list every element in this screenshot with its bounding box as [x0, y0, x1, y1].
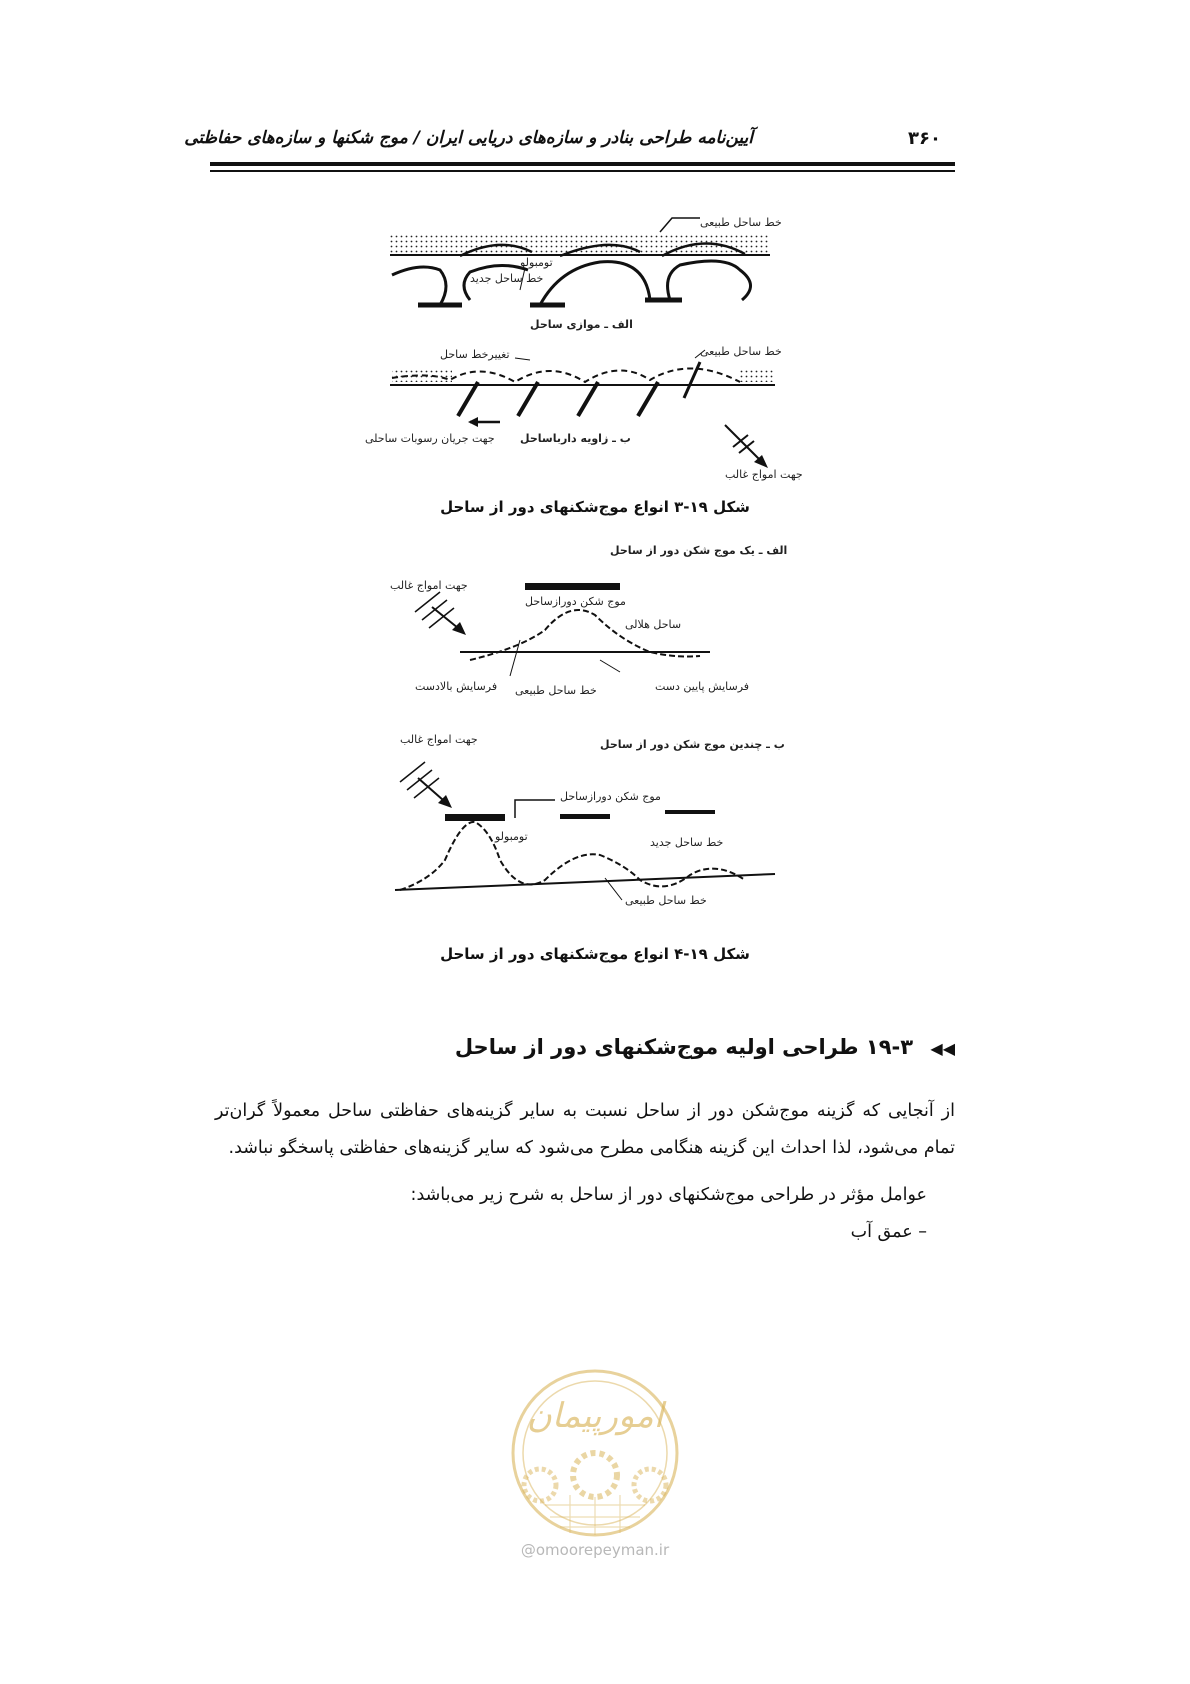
label-part-a: الف ـ موازی ساحل	[530, 318, 633, 331]
new-shoreline-curve	[400, 822, 745, 890]
figure1-caption: شکل ۱۹-۳ انواع موج‌شکنهای دور از ساحل	[440, 498, 750, 516]
running-header-title: آیین‌نامه طراحی بنادر و سازه‌های دریایی ایران / موج شکنها و سازه‌های حفاظتی	[184, 128, 753, 148]
label-dominant-waves: جهت امواج غالب	[725, 468, 803, 481]
label-shoreline-change: تغییرخط ساحل	[440, 348, 510, 361]
label-updrift-erosion: فرسایش بالادست	[415, 680, 498, 693]
label-fig2-part-b: ب ـ چندین موج شکن دور از ساحل	[600, 738, 785, 751]
watermark-logo	[490, 1365, 700, 1544]
label-dominant-waves-a: جهت امواج غالب	[390, 579, 468, 592]
gear-icon	[634, 1469, 666, 1501]
label-natural-shoreline-top: خط ساحل طبیعی	[700, 216, 782, 229]
watermark-url: @omoorepeyman.ir	[520, 1541, 670, 1559]
label-offshore-breakwater-b: موج شکن دورازساحل	[560, 790, 661, 803]
double-arrow-icon: ◀◀	[930, 1039, 955, 1058]
fig2-part-a	[390, 544, 787, 697]
page-number: ۳۶۰	[908, 128, 941, 149]
fig2-part-b	[395, 733, 785, 907]
bay-curve	[392, 267, 446, 305]
label-new-shoreline-b: خط ساحل جدید	[650, 836, 724, 849]
label-natural-shoreline-b: خط ساحل طبیعی	[625, 894, 707, 907]
sediment-arrow-icon	[468, 417, 478, 427]
gear-icon	[573, 1453, 617, 1497]
label-sediment-flow: جهت جریان رسوبات ساحلی	[365, 432, 495, 445]
label-downdrift-erosion: فرسایش پایین دست	[655, 680, 750, 693]
label-part-b: ب ـ زاویه دارباساحل	[520, 432, 631, 445]
angled-breakwater	[578, 382, 598, 416]
bay-curve	[540, 262, 650, 305]
fig1-part-a	[390, 216, 782, 331]
label-fig2-part-a: الف ـ یک موج شکن دور از ساحل	[610, 544, 788, 557]
factors-intro: عوامل مؤثر در طراحی موج‌شکنهای دور از ساحل به شرح زیر می‌باشد:	[410, 1185, 927, 1205]
offshore-breakwater-bar	[525, 583, 620, 590]
label-salient: ساحل هلالی	[625, 618, 682, 631]
breakwater-segment	[560, 814, 610, 819]
breakwater-segment	[665, 810, 715, 814]
label-natural-shoreline-mid: خط ساحل طبیعی	[700, 345, 782, 358]
body-paragraph: از آنجایی که گزینه موج‌شکن دور از ساحل نسبت به سایر گزینه‌های حفاظتی ساحل معمولاً گران‌تر تمام می‌شود، لذا احداث این گزینه هنگامی مطرح می‌شود که سایر گزینه‌های حفاظتی پاسخگو نباشد.	[215, 1101, 955, 1158]
gear-icon	[524, 1469, 556, 1501]
label-tombolo-b: تومبولو	[495, 830, 528, 843]
bullet-water-depth: – عمق آب	[850, 1222, 927, 1242]
label-offshore-breakwater-a: موج شکن دورازساحل	[525, 595, 626, 608]
breakwater-segment	[445, 814, 505, 821]
angled-breakwater	[458, 382, 478, 416]
section-heading-text: ۱۹-۳ طراحی اولیه موج‌شکنهای دور از ساحل	[454, 1035, 914, 1059]
angled-breakwater	[518, 382, 538, 416]
label-dominant-waves-b: جهت امواج غالب	[400, 733, 478, 746]
section-heading	[455, 1035, 955, 1059]
watermark-logo-text: امورپیمان	[526, 1396, 664, 1436]
label-tombolo: تومبولو	[520, 256, 553, 269]
fig1-part-b	[365, 345, 803, 481]
label-natural-shoreline-a: خط ساحل طبیعی	[515, 684, 597, 697]
bay-curve	[668, 261, 751, 300]
natural-shoreline-line	[395, 874, 775, 890]
figure2-caption: شکل ۱۹-۴ انواع موج‌شکنهای دور از ساحل	[440, 945, 750, 963]
label-new-shoreline: خط ساحل جدید	[470, 272, 544, 285]
angled-breakwater	[638, 382, 658, 416]
